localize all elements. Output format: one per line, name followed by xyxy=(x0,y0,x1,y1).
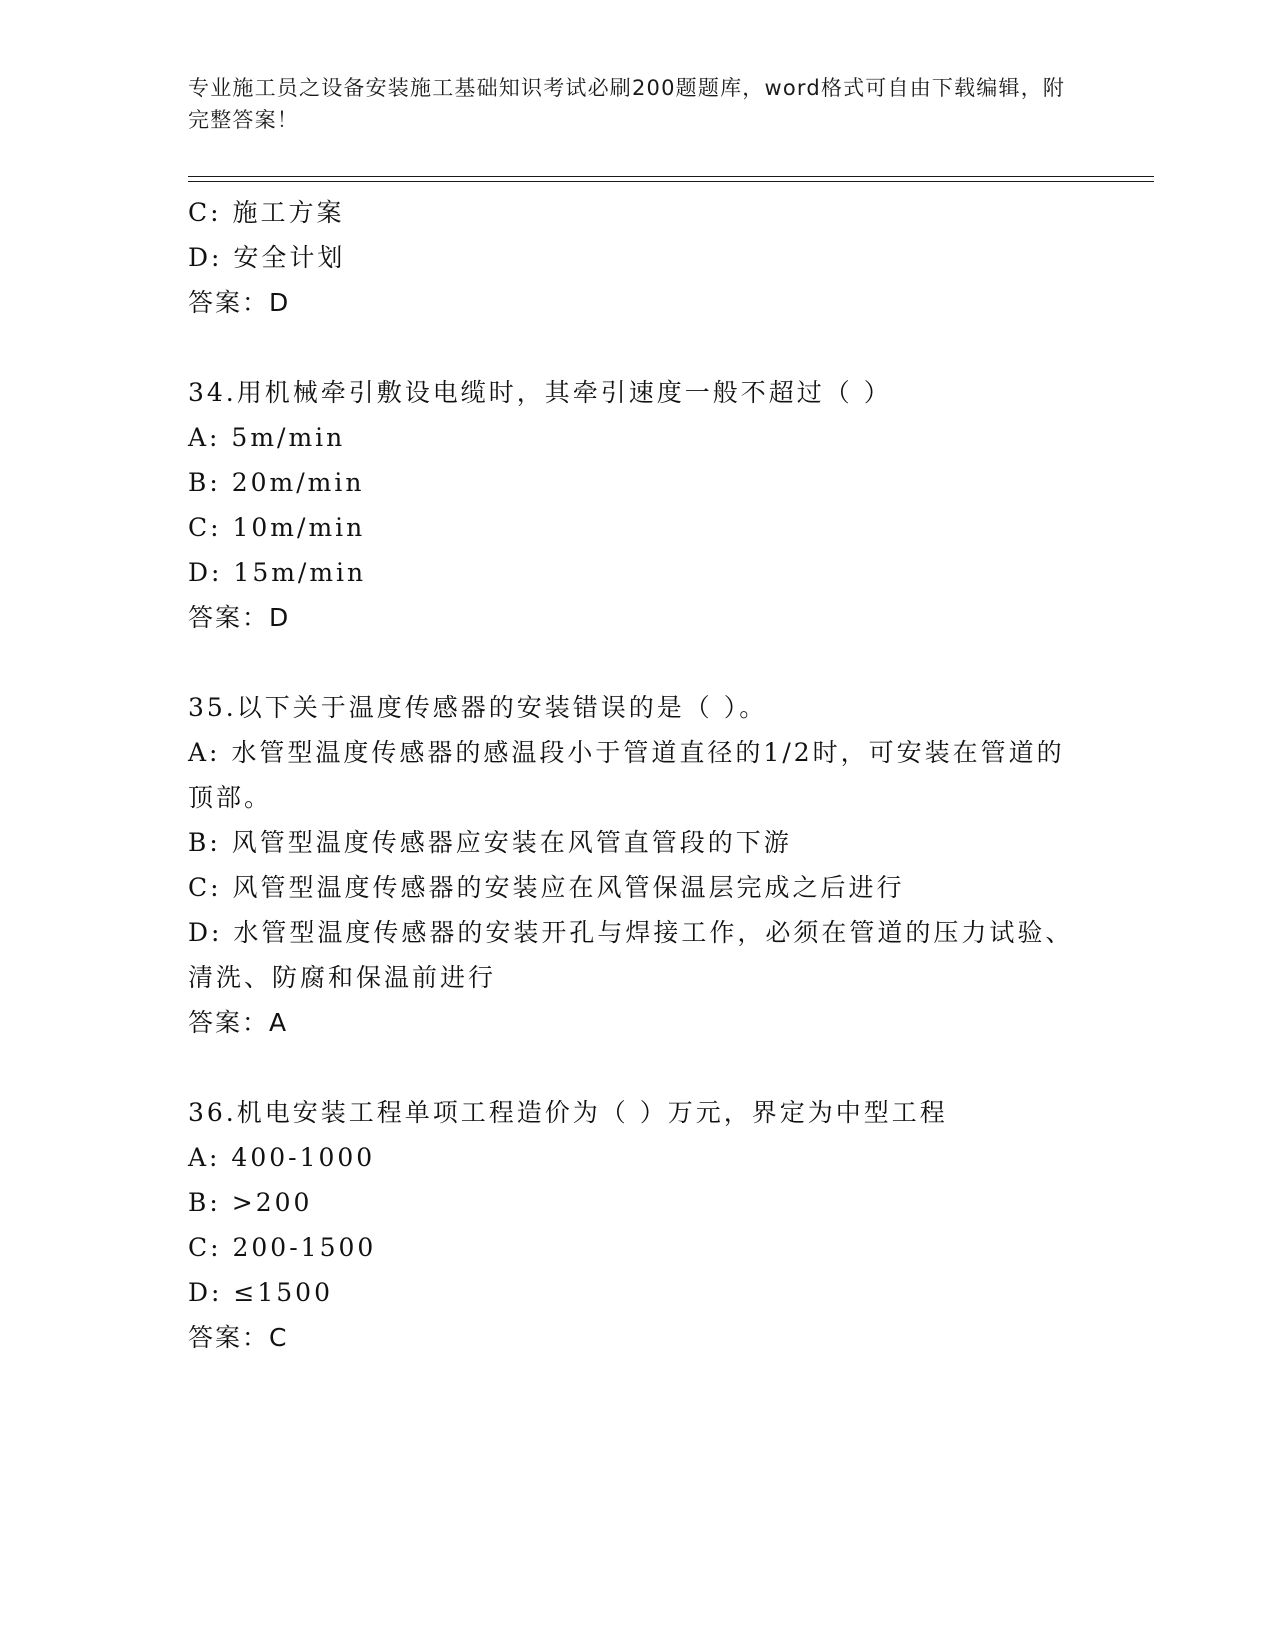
question-stem: 34.用机械牵引敷设电缆时，其牵引速度一般不超过（ ） xyxy=(188,378,892,407)
question-stem: 36.机电安装工程单项工程造价为（ ）万元，界定为中型工程 xyxy=(188,1098,948,1127)
option-a: A: 5m/min xyxy=(188,423,346,452)
question-35 xyxy=(188,685,1078,1045)
option-c: C: 风管型温度传感器的安装应在风管保温层完成之后进行 xyxy=(188,873,905,902)
continued-question xyxy=(188,190,1078,325)
option-d: D: ≤1500 xyxy=(188,1278,333,1307)
option-c: C: 10m/min xyxy=(188,513,366,542)
question-stem: 35.以下关于温度传感器的安装错误的是（ ）。 xyxy=(188,693,768,722)
header-title: 专业施工员之设备安装施工基础知识考试必刷200题题库，word格式可自由下载编辑，附完整答案！ xyxy=(188,76,1066,132)
option-b: B: 风管型温度传感器应安装在风管直管段的下游 xyxy=(188,828,792,857)
option-d: D: 15m/min xyxy=(188,558,367,587)
answer-line: 答案：D xyxy=(188,603,291,632)
question-34 xyxy=(188,370,1078,640)
answer-line: 答案：C xyxy=(188,1323,289,1352)
option-a: A: 水管型温度传感器的感温段小于管道直径的1/2时，可安装在管道的顶部。 xyxy=(188,738,1065,812)
answer-line: 答案：D xyxy=(188,288,291,317)
answer-line: 答案：A xyxy=(188,1008,289,1037)
option-b: B: >200 xyxy=(188,1188,313,1217)
option-d: D: 水管型温度传感器的安装开孔与焊接工作，必须在管道的压力试验、清洗、防腐和保温前进行 xyxy=(188,918,1074,992)
option-a: A: 400-1000 xyxy=(188,1143,376,1172)
option-c: C: 施工方案 xyxy=(188,198,345,227)
document-header xyxy=(188,72,1068,136)
header-divider-top xyxy=(188,176,1154,177)
option-b: B: 20m/min xyxy=(188,468,365,497)
option-c: C: 200-1500 xyxy=(188,1233,377,1262)
header-divider-bottom xyxy=(188,181,1154,182)
option-d: D: 安全计划 xyxy=(188,243,346,272)
question-content xyxy=(188,190,1078,1360)
question-36 xyxy=(188,1090,1078,1360)
